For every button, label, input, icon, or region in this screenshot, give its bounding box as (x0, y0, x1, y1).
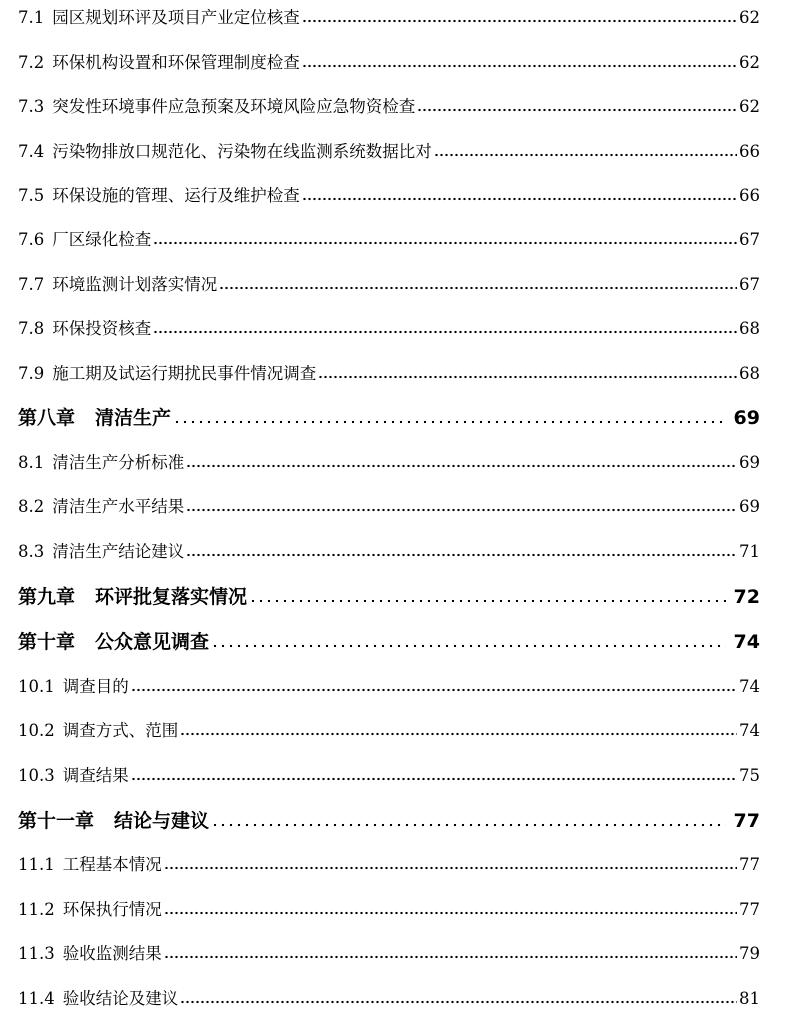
section-number: 10.1 (18, 677, 55, 696)
toc-entry-7-6[interactable] (18, 232, 760, 249)
page-number: 81 (739, 989, 760, 1008)
dot-leader (211, 823, 726, 827)
dot-leader (302, 197, 737, 201)
page-number: 77 (739, 900, 760, 919)
dot-leader (164, 866, 737, 870)
chapter-number: 第八章 (18, 407, 76, 429)
page-number: 67 (739, 275, 760, 294)
dot-leader (302, 64, 737, 68)
toc-chapter-9[interactable] (18, 588, 760, 607)
section-number: 10.2 (18, 721, 55, 740)
section-title: 环保执行情况 (62, 900, 162, 919)
dot-leader (180, 1000, 737, 1004)
toc-entry-11-4[interactable] (18, 991, 760, 1008)
page-number: 62 (739, 8, 760, 27)
section-title: 清洁生产分析标准 (52, 453, 185, 472)
section-number: 11.1 (18, 855, 55, 874)
section-number: 7.1 (18, 8, 45, 27)
chapter-number: 第十章 (18, 631, 76, 653)
section-title: 园区规划环评及项目产业定位核查 (52, 8, 300, 27)
page-number: 69 (733, 407, 760, 429)
toc-entry-7-1[interactable] (18, 10, 760, 27)
dot-leader (219, 286, 737, 290)
section-title: 调查目的 (62, 677, 129, 696)
dot-leader (186, 464, 737, 468)
toc-entry-7-7[interactable] (18, 277, 760, 294)
toc-chapter-11[interactable] (18, 812, 760, 831)
chapter-title: 公众意见调查 (95, 631, 210, 653)
dot-leader (417, 108, 737, 112)
toc-entry-7-4[interactable] (18, 144, 760, 161)
toc-chapter-8[interactable] (18, 409, 760, 428)
chapter-number: 第九章 (18, 586, 76, 608)
section-title: 厂区绿化检查 (52, 230, 152, 249)
toc-entry-7-5[interactable] (18, 188, 760, 205)
section-number: 7.7 (18, 275, 45, 294)
section-title: 施工期及试运行期扰民事件情况调查 (52, 364, 317, 383)
chapter-title: 清洁生产 (95, 407, 172, 429)
toc-entry-10-2[interactable] (18, 723, 760, 740)
section-number: 8.2 (18, 497, 45, 516)
dot-leader (318, 375, 737, 379)
page-number: 69 (739, 453, 760, 472)
section-title: 环保设施的管理、运行及维护检查 (52, 186, 300, 205)
page-number: 77 (739, 855, 760, 874)
page-number: 67 (739, 230, 760, 249)
page-number: 62 (739, 53, 760, 72)
toc-entry-8-1[interactable] (18, 455, 760, 472)
dot-leader (173, 420, 726, 424)
section-number: 8.3 (18, 542, 45, 561)
toc-entry-8-3[interactable] (18, 544, 760, 561)
section-number: 8.1 (18, 453, 45, 472)
page-number: 75 (739, 766, 760, 785)
section-title: 验收监测结果 (62, 944, 162, 963)
dot-leader (186, 508, 737, 512)
section-title: 调查方式、范围 (62, 721, 179, 740)
page-number: 66 (739, 142, 760, 161)
dot-leader (186, 553, 737, 557)
dot-leader (249, 599, 726, 603)
dot-leader (434, 153, 737, 157)
section-number: 11.2 (18, 900, 55, 919)
section-title: 验收结论及建议 (62, 989, 179, 1008)
section-title: 工程基本情况 (62, 855, 162, 874)
toc-entry-10-3[interactable] (18, 768, 760, 785)
section-title: 清洁生产结论建议 (52, 542, 185, 561)
page-number: 79 (739, 944, 760, 963)
toc-entry-11-1[interactable] (18, 857, 760, 874)
section-number: 10.3 (18, 766, 55, 785)
page-number: 77 (733, 810, 760, 832)
page-number: 68 (739, 364, 760, 383)
toc-entry-7-9[interactable] (18, 366, 760, 383)
chapter-title: 环评批复落实情况 (95, 586, 248, 608)
page-number: 71 (739, 542, 760, 561)
section-title: 环保投资核查 (52, 319, 152, 338)
dot-leader (153, 241, 737, 245)
chapter-title: 结论与建议 (114, 810, 210, 832)
section-title: 环保机构设置和环保管理制度检查 (52, 53, 300, 72)
page-number: 66 (739, 186, 760, 205)
page-number: 74 (739, 721, 760, 740)
page-number: 72 (733, 586, 760, 608)
toc-entry-11-2[interactable] (18, 902, 760, 919)
dot-leader (153, 330, 737, 334)
page-number: 74 (733, 631, 760, 653)
toc-entry-11-3[interactable] (18, 946, 760, 963)
section-title: 突发性环境事件应急预案及环境风险应急物资检查 (52, 97, 416, 116)
section-title: 调查结果 (62, 766, 129, 785)
section-number: 7.9 (18, 364, 45, 383)
chapter-number: 第十一章 (18, 810, 95, 832)
toc-chapter-10[interactable] (18, 633, 760, 652)
section-title: 清洁生产水平结果 (52, 497, 185, 516)
section-number: 7.3 (18, 97, 45, 116)
section-number: 11.3 (18, 944, 55, 963)
dot-leader (131, 777, 737, 781)
toc-entry-7-3[interactable] (18, 99, 760, 116)
dot-leader (211, 644, 726, 648)
dot-leader (164, 955, 737, 959)
section-number: 7.8 (18, 319, 45, 338)
dot-leader (131, 688, 737, 692)
section-number: 7.5 (18, 186, 45, 205)
toc-entry-7-8[interactable] (18, 321, 760, 338)
dot-leader (302, 19, 737, 23)
dot-leader (164, 911, 737, 915)
page-number: 62 (739, 97, 760, 116)
section-number: 7.4 (18, 142, 45, 161)
section-number: 7.2 (18, 53, 45, 72)
page-number: 68 (739, 319, 760, 338)
section-number: 11.4 (18, 989, 55, 1008)
section-number: 7.6 (18, 230, 45, 249)
toc-entry-8-2[interactable] (18, 499, 760, 516)
toc-entry-7-2[interactable] (18, 55, 760, 72)
page-number: 74 (739, 677, 760, 696)
section-title: 污染物排放口规范化、污染物在线监测系统数据比对 (52, 142, 432, 161)
dot-leader (180, 732, 737, 736)
section-title: 环境监测计划落实情况 (52, 275, 218, 294)
page-number: 69 (739, 497, 760, 516)
toc-entry-10-1[interactable] (18, 679, 760, 696)
